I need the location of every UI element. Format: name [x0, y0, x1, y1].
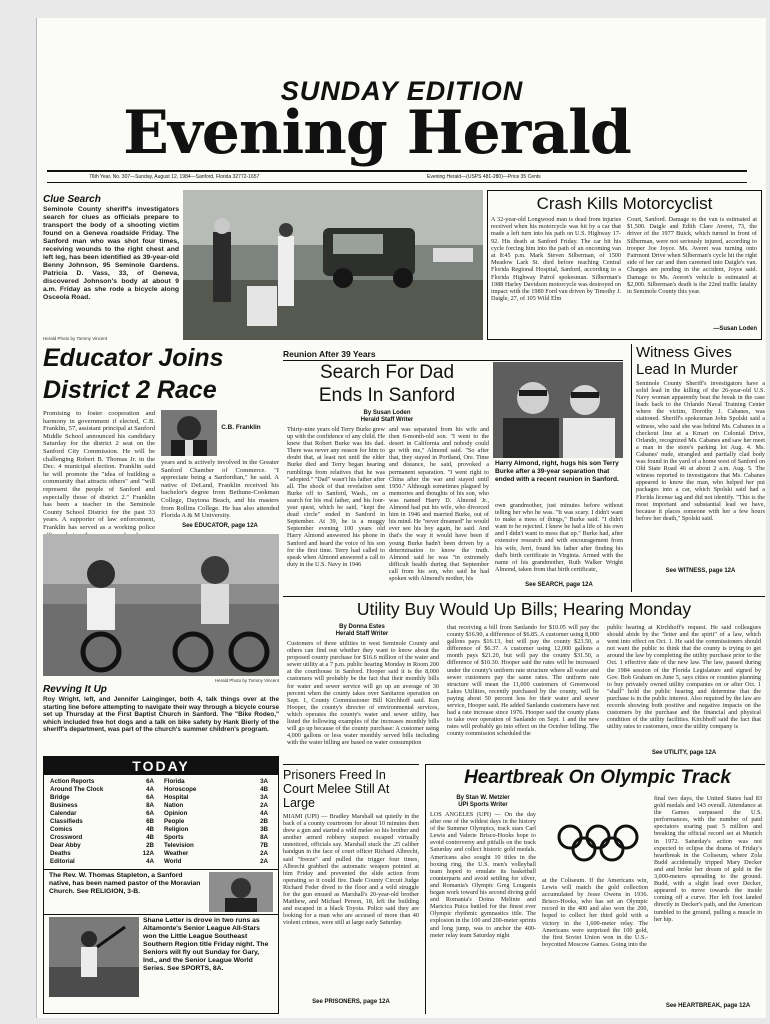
- heartbreak-col-1: LOS ANGELES (UPI) — On the day after one of the wildest days in the history of the Summer Olympics, track stars Carl Lewis and Valerie Brisco-Hooks hope to avoid controversy and pitfalls on the track Saturday and collect historic gold medals. Americans also sought 10 titles in the boxing ring, the U.S. men's volleyball team hoped to emulate its basketball counterparts and avoid settling for silver, and Romania's Olympic Greg Louganis began work toward his second diving gold and Romania's Doina Melinte and Maricica Puica battled for the finest ever Olympic rhythmic gymnastics title. The explosion in the 100 and 200-meter sprints and long jump, was to anchor the 400-meter relay team Saturday night: [430, 811, 536, 939]
- today-index-right: [164, 778, 268, 866]
- crash-col-1: A 32-year-old Longwood man is dead from injuries received when his motorcycle was hit by a car that made a left turn into his path on U.S. Highway 17-92. His death at Sanford Friday. The car hit his cycle forcing him into the path of an oncoming van at 8:45 p.m. Mark Steven Silberman, of 1500 Meadow Lark St. died before reaching Central Florida Regional Hospital, Sanford, according to a Florida Highway Patrol spokesman. Silberman's 1988 Harley Davidson motorcycle was destroyed on impact with the 1980 Ford van driven by Timothy J. Daigle, 27, of 105 Wild Elm: [491, 216, 621, 303]
- reunion-kicker: Reunion After 39 Years: [283, 349, 376, 359]
- utility-byline: By Donna Estes: [339, 624, 385, 630]
- index-row: [50, 818, 154, 826]
- index-label: Dear Abby: [50, 842, 81, 849]
- index-row: [164, 858, 268, 866]
- clue-search-credit: Herald Photo by Tommy Vincent: [43, 336, 108, 341]
- index-row: [164, 818, 268, 826]
- revving-photo-image: [43, 534, 279, 676]
- reunion-headline-1: Search For Dad: [319, 362, 455, 383]
- index-row: [50, 794, 154, 802]
- index-label: Action Reports: [50, 778, 95, 785]
- stapleton-promo: The Rev. W. Thomas Stapleton, a Sanford native, has been named pastor of the Moravian Church. See RELIGION, 3-B.: [49, 872, 201, 895]
- today-index-left: [50, 778, 154, 866]
- index-page: 6B: [146, 818, 154, 825]
- index-page: 3A: [260, 778, 268, 785]
- reunion-col-2: and was separated from his wife and then 6-month-old son. "I went to the desert in California and nobody could go with me," Almond said. "So after that, they stayed in Portland, Ore. Time and distance, he said, provoked a permanent separation. "I went right to China after the war and stayed until 1950." Although sometimes plagued by memories and thoughts of his son, who was named Harry D. Almond Jr., Almond had put his wife, who divorced him in 1946 and married Burke, out of his mind. He "never dreamed" he would ever see his boy again, he said. And that's the way it would have been if young Burke hadn't been driven by a determination to know the truth. Almond said he was "in extremely difficult health during that September call from his son, who said he had spoken with Almond's mother, his: [389, 426, 489, 582]
- crash-col-2: Court, Sanford. Damage to the van is estimated at $1,500. Daigle and Edith Clare Averet, 73, the driver of the 1977 Buick, which turned in front of Silberman, were not seriously injured, according to trooper Joe Joyce. Ms. Averet was turning onto Fairmont Drive when Silberman's cycle hit the right side of her car and then careened into Daigle's van. Charges are pending in the accident, Joyce said. Damage to Ms. Averet's vehicle is estimated at $2,000. Silberman's death is the 22nd traffic fatality in Seminole County this year.: [627, 216, 757, 296]
- stapleton-photo: [209, 872, 273, 912]
- olympic-rings-icon: [548, 823, 648, 863]
- index-row: [50, 826, 154, 834]
- index-label: Sports: [164, 834, 184, 841]
- utility-byline-title: Herald Staff Writer: [335, 631, 389, 637]
- index-label: Horoscope: [164, 786, 197, 793]
- clue-search-photo-image: [183, 190, 483, 340]
- reunion-photo-image: [493, 362, 623, 458]
- index-page: 2A: [260, 850, 268, 857]
- index-label: People: [164, 818, 185, 825]
- index-page: 2B: [146, 842, 154, 849]
- index-page: 4B: [146, 826, 154, 833]
- index-row: [50, 850, 154, 858]
- index-page: 12A: [142, 850, 154, 857]
- stapleton-portrait: [209, 872, 273, 912]
- index-page: 4A: [146, 858, 154, 865]
- index-row: [164, 794, 268, 802]
- index-row: [50, 858, 154, 866]
- index-row: [50, 834, 154, 842]
- reunion-col-1: Thirty-nine years old Terry Burke grew up with the confidence of any child. He knew that Robert Burke was his dad. There was never any reason for him to doubt that, at least not until the elder Burke died and Terry began hearing rumblings from relatives that he was "adopted." "Dad" wasn't his father after all. The shock of that revelation sent Burke off to Sanford, Wash., on a search for his real father, and his four-year quest, which he said, "kept the dead circle" ended in Sanford in September. At 39, he is a muggy September evening 100 years old Harry Almond answered his phone in Sanford and heard the voice of his son for the first time. Terry had called to speak when Almond answered a call to duty in the U.S. Navy in 1946: [287, 426, 385, 568]
- index-label: World: [164, 858, 182, 865]
- heartbreak-col-3: final two days, the United States had 83 gold medals and 143 overall. Attendance at the Games surpassed the U.S. performances, with the number of paid spectators soaring past 5 million and breaking the official record set at Munich in 1972. Saturday's action was not expected to eclipse the drama of Friday's heartbreak in the Coliseum, where Zola Budd accidentally tripped Mary Decker and and broke her dream of gold in the 3,000-meters spreading to the ground. Budd, with a slight lead over Decker, appeared to move towards the inside coming off a curve. Her left foot landed directly in Decker's path, and the American tumbled to the ground, pulling a muscle in her hip.: [654, 795, 762, 923]
- utility-col-1: Customers of three utilities in west Seminole County and others can find out whether they want to know about the proposed county purchase for $16.6 million of the water and sewer utility at a 7 p.m. public hearing Monday in Room 200 at the courthouse in Sanford. Hooper said it is the 8,000 customers will probably be the fact that their monthly bills for water and sewer service will go up an average of 30 percent when the county takes over Sanitaron operation on Sept. 1, County Commissioner Bill Kirchhoff said. Ken Hooper, the county's director of environmental services, which operates the county's water and sewer utility, has listed the following examples of the increases monthly bills will go up because of the county purchase: A customer using 4,000 gallons or less water monthly served bills including with the water billing are based on water consumption: [287, 640, 439, 747]
- index-label: Comics: [50, 826, 73, 833]
- index-row: [50, 810, 154, 818]
- heartbreak-story: [425, 764, 765, 1014]
- educator-story: [43, 410, 281, 531]
- masthead-title: Evening Herald: [123, 98, 631, 168]
- reunion-headline-2: Ends In Sanford: [318, 385, 456, 406]
- index-label: Calendar: [50, 810, 77, 817]
- index-page: 4B: [146, 834, 154, 841]
- index-row: [164, 786, 268, 794]
- witness-jump: See WITNESS, page 12A: [665, 568, 736, 574]
- franklin-portrait: [161, 410, 217, 456]
- revving-credit: Herald Photo by Tommy Vincent: [214, 678, 279, 683]
- prisoners-story: [283, 764, 419, 1014]
- utility-col-2: that receiving a bill from Sanlando for $10.05 will pay the county $16.90, a difference of $6.85. A customer using 8,000 gallons pays $16.13, but will pay the county $23.50, a difference of $6.37. A customer using 12,000 gallons a month pays $21.20, but will pay the county $31.50, a difference of $10.30. Hooper said the rates will be increased under the county's uniform rate structure where all water and sewer customers pay the same rates. The uniform rate structure will mean the 11,000 customers of Greenwood Lakes Utilities, recently purchased by the county, will be paying about 50 percent less for their water and sewer service, Hooper said. He added Sanlando customers have not had a rate increase since 1976. Hooper said the county plans to take over operation of Sanlando on Sept. 1 and the new rates will probably go into effect on the October billing. The county commission scheduled the: [447, 624, 599, 738]
- prisoners-jump: See PRISONERS, page 12A: [312, 999, 390, 1005]
- franklin-photo-caption: C.B. Franklin: [221, 424, 261, 431]
- index-page: 6A: [146, 810, 154, 817]
- reunion-byline-title: Herald Staff Writer: [360, 417, 414, 423]
- index-label: Religion: [164, 826, 189, 833]
- dateline-left: 76th Year, No. 307—Sunday, August 12, 1984—Sanford, Florida 32772-1657: [89, 174, 260, 180]
- newspaper-page: [36, 18, 766, 1018]
- utility-story: [287, 624, 763, 760]
- edition-label: SUNDAY EDITION: [280, 76, 524, 106]
- index-page: 6A: [146, 794, 154, 801]
- index-label: Bridge: [50, 794, 70, 801]
- revving-caption-block: [43, 684, 279, 752]
- index-page: 7B: [260, 842, 268, 849]
- clue-search-caption: Seminole County sheriff's investigators search for clues as officials prepare to transport the body of a shooting victim found on a Geneva roadside Friday. The Sanford man who was shot four times, receiving wounds to the right chest and left leg, has been identified as 39-year-old Benny Johnson, 95 Seminole Gardens. Patricia D. Vass, 33, of Geneva, discovered Johnson's body at about 9 a.m. Friday as she rode a bicycle along Osceola Road.: [43, 206, 179, 301]
- heartbreak-headline: Heartbreak On Olympic Track: [464, 767, 731, 788]
- utility-col-3: public hearing at Kirchhoff's request. He said colleagues should abide by the "letter and the spirit" of a law, which went into effect on Oct. 1. He said the commissioners should not want the public to think that the county is trying to get around the law by completing the utility purchase prior to the Oct. 1 effective date of the new law. The law, passed during the 1984 session of the Florida Legislature and signed by Gov. Bob Graham on June 5, says cities or counties planning to buy privately owned utility companies on or after Oct. 1 "shall" hold the public hearing and determine that the purchase is in the public interest. Also required by the law are records showing both positive and negative impacts on the customers by the purchase and the financial and physical condition of the utility facilities. Kirchhoff said the fact that utility rates to customers, once the utility company is: [607, 624, 761, 731]
- index-label: Nation: [164, 802, 184, 809]
- index-row: [50, 778, 154, 786]
- shane-photo: [49, 917, 139, 997]
- revving-caption: Roy Wright, left, and Jennifer Lainginger, both 4, talk things over at the starting line before attempting to navigate their way through a bicycle course set up Thursday at the First Baptist Church in Sanford. The "Bike Rodeo," which included free hot dogs and a talk on bike safety by Hank Bierly of the sheriff's department, was part of the church's summer children's program.: [43, 696, 279, 734]
- index-page: 2B: [260, 818, 268, 825]
- educator-jump: See EDUCATOR, page 12A: [182, 523, 258, 529]
- crash-story: [487, 190, 762, 340]
- index-page: 4B: [260, 786, 268, 793]
- index-row: [164, 810, 268, 818]
- index-label: Opinion: [164, 810, 188, 817]
- reunion-story: [283, 348, 627, 592]
- index-page: 4A: [260, 810, 268, 817]
- heartbreak-byline-title: UPI Sports Writer: [458, 802, 508, 808]
- today-heading: TODAY: [44, 757, 278, 775]
- heartbreak-byline: By Stan W. Metzler: [456, 795, 510, 801]
- index-label: Deaths: [50, 850, 71, 857]
- witness-headline: Witness Gives Lead In Murder: [636, 344, 738, 378]
- educator-headline: Educator Joins District 2 Race: [43, 344, 224, 404]
- index-label: Around The Clock: [50, 786, 104, 793]
- utility-jump: See UTILITY, page 12A: [651, 750, 717, 756]
- index-label: Florida: [164, 778, 185, 785]
- clue-search-block: [43, 194, 179, 334]
- utility-headline: Utility Buy Would Up Bills; Hearing Monday: [356, 599, 692, 619]
- crash-byline: —Susan Loden: [713, 326, 757, 332]
- today-box: [43, 756, 279, 1014]
- index-label: Crossword: [50, 834, 83, 841]
- dateline-right: Evening Herald—(USPS 481-280)—Price 35 Cents: [427, 174, 541, 180]
- index-row: [164, 802, 268, 810]
- revving-kicker: Revving It Up: [43, 684, 107, 695]
- shane-promo: Shane Letter is drove in two runs as Altamonte's Senior League All-Stars won the Little League Southeast Southern Region title Friday night. The Seniors will fly out Sunday for Gary, Ind., and the Senior League World Series. See SPORTS, 8A.: [143, 917, 269, 972]
- index-page: 2A: [260, 802, 268, 809]
- index-page: 8A: [146, 802, 154, 809]
- index-row: [50, 786, 154, 794]
- index-label: Business: [50, 802, 78, 809]
- index-label: Weather: [164, 850, 189, 857]
- index-row: [164, 850, 268, 858]
- prisoners-headline: Prisoners Freed In Court Melee Still At Large: [283, 768, 390, 810]
- heartbreak-jump: See HEARTBREAK, page 12A: [665, 1003, 751, 1009]
- index-label: Editorial: [50, 858, 75, 865]
- crash-headline: Crash Kills Motorcyclist: [536, 194, 713, 213]
- educator-col-1: Promising to foster cooperation and harmony in government if elected, C.B. Franklin, 57, assistant principal at Sanford Middle School announced his candidacy Saturday for the district 2 seat on the Sanford City Commission. He will be challenging Robert B. Thomas Jr. in the Dec. 4 municipal election. Franklin said he will promote the "idea of building a community that attracts others" and "will represent the people of Sanford and especially those of district 2." Franklin has been a teacher in the Seminole County School District for the past 33 years. A supporter of law enforcement, Franklin has served as a working police: [43, 410, 155, 531]
- index-page: 6A: [146, 778, 154, 785]
- index-row: [164, 826, 268, 834]
- reunion-photo-caption: Harry Almond, right, hugs his son Terry Burke after a 39-year separation that ended with a recent reunion in Sanford.: [495, 460, 619, 483]
- reunion-col-3: own grandmother, just minutes before without telling her who he was. "It was scary. I didn't want to make a mess of things," Burke said. "I didn't want to be rejected. I knew he had a life of his own and I didn't want to mess that up." Burke had, after extensive research and with encouragement from his wife, Jerri, found his father after finding his dad's birth certificate in Virginia. Armed with the name of his grandmother, Ruth Walker Wright Almond, taken from that birth certificate,: [495, 502, 623, 573]
- witness-body: Seminole County Sheriff's investigators have a solid lead in the killing of the 26-year-old U.S. Navy woman apparently beat the break in the case leads back to the Orlando Naval Training Center where the victim, Dorothy J. Cabanes, was stationed. Sheriff's spokesman John Spolski said a witness, who said she was behind Ms. Cabanes in a checkout line at a Kmart on Colonial Drive, Orlando, recognized Ms. Cabanes and saw her meet a man in the store's parking lot Aug. 4. Ms. Cabanes' nude, strangled and partially clad body was found in the yard of a home west of Sanford on Old State Road 46 at about 2 a.m. Aug. 5. The witness reported to investigators that Ms. Cabanes appeared to know the man, who helped her put packages into a car, which Spolski said had a Florida license tag and did not identify. "This is the most important and substantial lead we have, because it places someone with her a few hours before her death," Spolski said.: [636, 380, 765, 522]
- index-page: 3A: [260, 794, 268, 801]
- revving-photo: [43, 534, 279, 676]
- index-row: [164, 842, 268, 850]
- index-page: 3B: [260, 826, 268, 833]
- index-label: Hospital: [164, 794, 189, 801]
- index-page: 8A: [260, 834, 268, 841]
- shane-baseball-photo: [49, 917, 139, 997]
- index-row: [50, 802, 154, 810]
- heartbreak-col-2: at the Coliseum. If the Americans win, Lewis will match the gold collection accumulated by Jesse Owens in 1936. Brisco-Hooks, who has set an Olympic record in the 400 and also won the 200, hoped to collect her third gold with a victory in the 1,600-meter relay. The Americans were surprised the 100 gold, the first Soviet Union won in the U.S.-boycotted Moscow Games. Going into the: [542, 877, 648, 948]
- index-label: Classifieds: [50, 818, 83, 825]
- index-row: [50, 842, 154, 850]
- index-page: 4A: [146, 786, 154, 793]
- educator-col-2: years and is actively involved in the Greater Sanford Chamber of Commerce. "I appreciate being a Sanfordian," he said. A native of DeLand, Franklin received his bachelor's degree from Bethune-Cookman College, Daytona Beach, and his masters from Rollins College. He has also attended Florida A & M University.: [161, 459, 279, 520]
- clue-search-photo: [183, 190, 483, 340]
- reunion-photo: [493, 362, 623, 458]
- franklin-photo: [161, 410, 217, 456]
- index-row: [164, 834, 268, 842]
- index-page: 2A: [260, 858, 268, 865]
- index-label: Television: [164, 842, 194, 849]
- prisoners-body: MIAMI (UPI) — Bradley Marshall sat quietly in the back of a county courtroom for about 10 minutes then drew a gun and started a wild melee so his brother and another armed robbery suspect escaped virtually unnoticed, officials say. Marshall stuck the .25 caliber handgun in the face of court officer Richard Albrecht, said "freeze" and pulled the trigger four times, Albrecht grabbed the automatic weapon pointed at him Friday and prevented the slide action from operating so it could fire. Dade County Circuit Judge Richard Feder dived to the floor and a wild struggle for the gun ensued as Marshall's 20-year-old brother Matthew, and Michael Person, 18, left the building and escaped in a black Toyota. Police said they are looking for a man who are accused of more than 40 violent crimes, were still at large early Saturday.: [283, 813, 419, 927]
- clue-search-kicker: Clue Search: [43, 194, 101, 205]
- witness-story: [631, 344, 765, 592]
- reunion-byline: By Susan Loden: [363, 410, 411, 416]
- reunion-jump: See SEARCH, page 12A: [525, 582, 593, 588]
- index-row: [164, 778, 268, 786]
